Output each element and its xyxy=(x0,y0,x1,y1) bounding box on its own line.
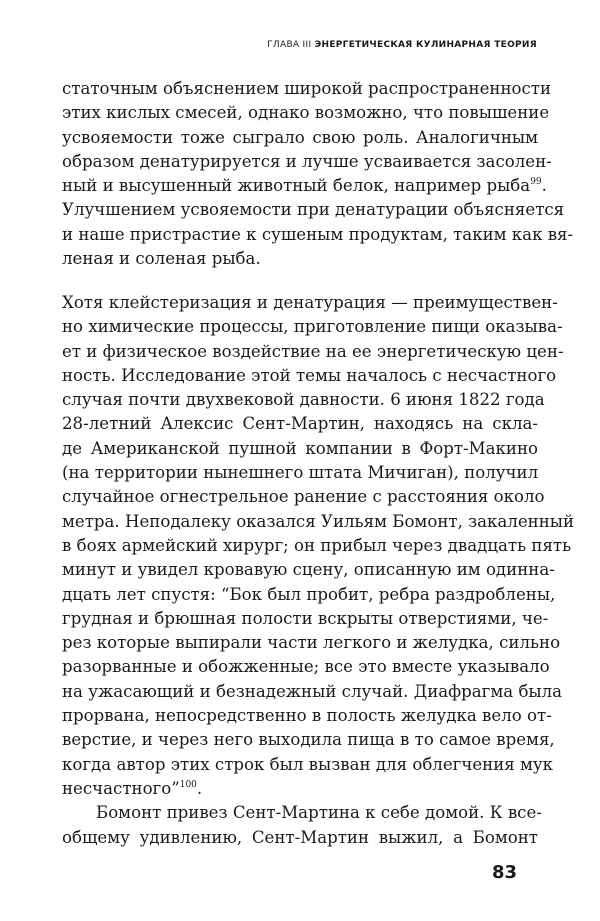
chapter-title: ЭНЕРГЕТИЧЕСКАЯ КУЛИНАРНАЯ ТЕОРИЯ xyxy=(314,40,537,50)
text-segment: . xyxy=(196,778,203,798)
text-line xyxy=(62,174,547,198)
text-line: Хотя клейстеризация и денатурация — преимуществен- xyxy=(62,293,558,312)
text-line: де Американской пушной компании в Форт-Макино xyxy=(62,438,538,458)
text-line xyxy=(62,777,538,801)
text-line: ет и физическое воздействие на ее энергетическую цен- xyxy=(62,341,564,361)
paragraph-1 xyxy=(62,77,574,271)
text-line: статочным объяснением широкой распространенности xyxy=(62,79,552,98)
text-line: верстие, и через него выходила пища в то самое время, xyxy=(62,730,555,750)
text-line: 28-летний Алексис Сент-Мартин, находясь на скла- xyxy=(62,414,538,434)
text-line: и наше пристрастие к сушеным продуктам, таким как вя- xyxy=(62,224,574,244)
text-line: минут и увидел кровавую сцену, описанную им одинна- xyxy=(62,560,555,580)
text-line: дцать лет спустя: “Бок был пробит, ребра раздроблены, xyxy=(62,584,556,604)
text-line: прорвана, непосредственно в полость желудка вело от- xyxy=(62,706,552,726)
text-line: Бомонт привез Сент-Мартина к себе домой. К все- xyxy=(96,803,542,823)
text-segment: несчастного” xyxy=(62,778,180,798)
text-line: ность. Исследование этой темы началось с несчастного xyxy=(62,365,557,385)
text-segment: ный и высушенный животный белок, например рыба xyxy=(62,176,531,196)
text-line: в боях армейский хирург; он прибыл через двадцать пять xyxy=(62,535,572,555)
text-line: (на территории нынешнего штата Мичиган), получил xyxy=(62,463,539,483)
text-line: случая почти двухвековой давности. 6 июня 1822 года xyxy=(62,390,545,410)
text-line: этих кислых смесей, однако возможно, что повышение xyxy=(62,103,550,123)
text-line: метра. Неподалеку оказался Уильям Бомонт, закаленный xyxy=(62,511,575,531)
text-line: общему удивлению, Сент-Мартин выжил, а Бомонт xyxy=(62,827,538,847)
text-line: леная и соленая рыба. xyxy=(62,249,261,269)
text-line: усвояемости тоже сыграло свою роль. Аналогичным xyxy=(62,127,538,147)
text-line: грудная и брюшная полости вскрыты отверстиями, че- xyxy=(62,608,549,628)
chapter-label: ГЛАВА III xyxy=(267,40,312,50)
footnote-ref[interactable]: 100 xyxy=(179,779,197,790)
text-line: случайное огнестрельное ранение с расстояния около xyxy=(62,487,545,507)
paragraph-2 xyxy=(62,291,575,850)
text-segment: . xyxy=(541,176,547,196)
text-line: разорванные и обожженные; все это вместе указывало xyxy=(62,657,550,677)
text-line: образом денатурируется и лучше усваивается засолен- xyxy=(62,151,552,171)
text-line: когда автор этих строк был вызван для облегчения мук xyxy=(62,754,554,774)
text-line: но химические процессы, приготовление пищи оказыва- xyxy=(62,317,563,337)
text-line: на ужасающий и безнадежный случай. Диафрагма была xyxy=(62,681,563,701)
page-number: 83 xyxy=(492,862,518,883)
text-line: Улучшением усвояемости при денатурации объясняется xyxy=(62,200,565,220)
text-line: рез которые выпирали части легкого и желудка, сильно xyxy=(62,633,561,653)
footnote-ref[interactable]: 99 xyxy=(530,177,542,188)
running-header xyxy=(267,40,537,50)
